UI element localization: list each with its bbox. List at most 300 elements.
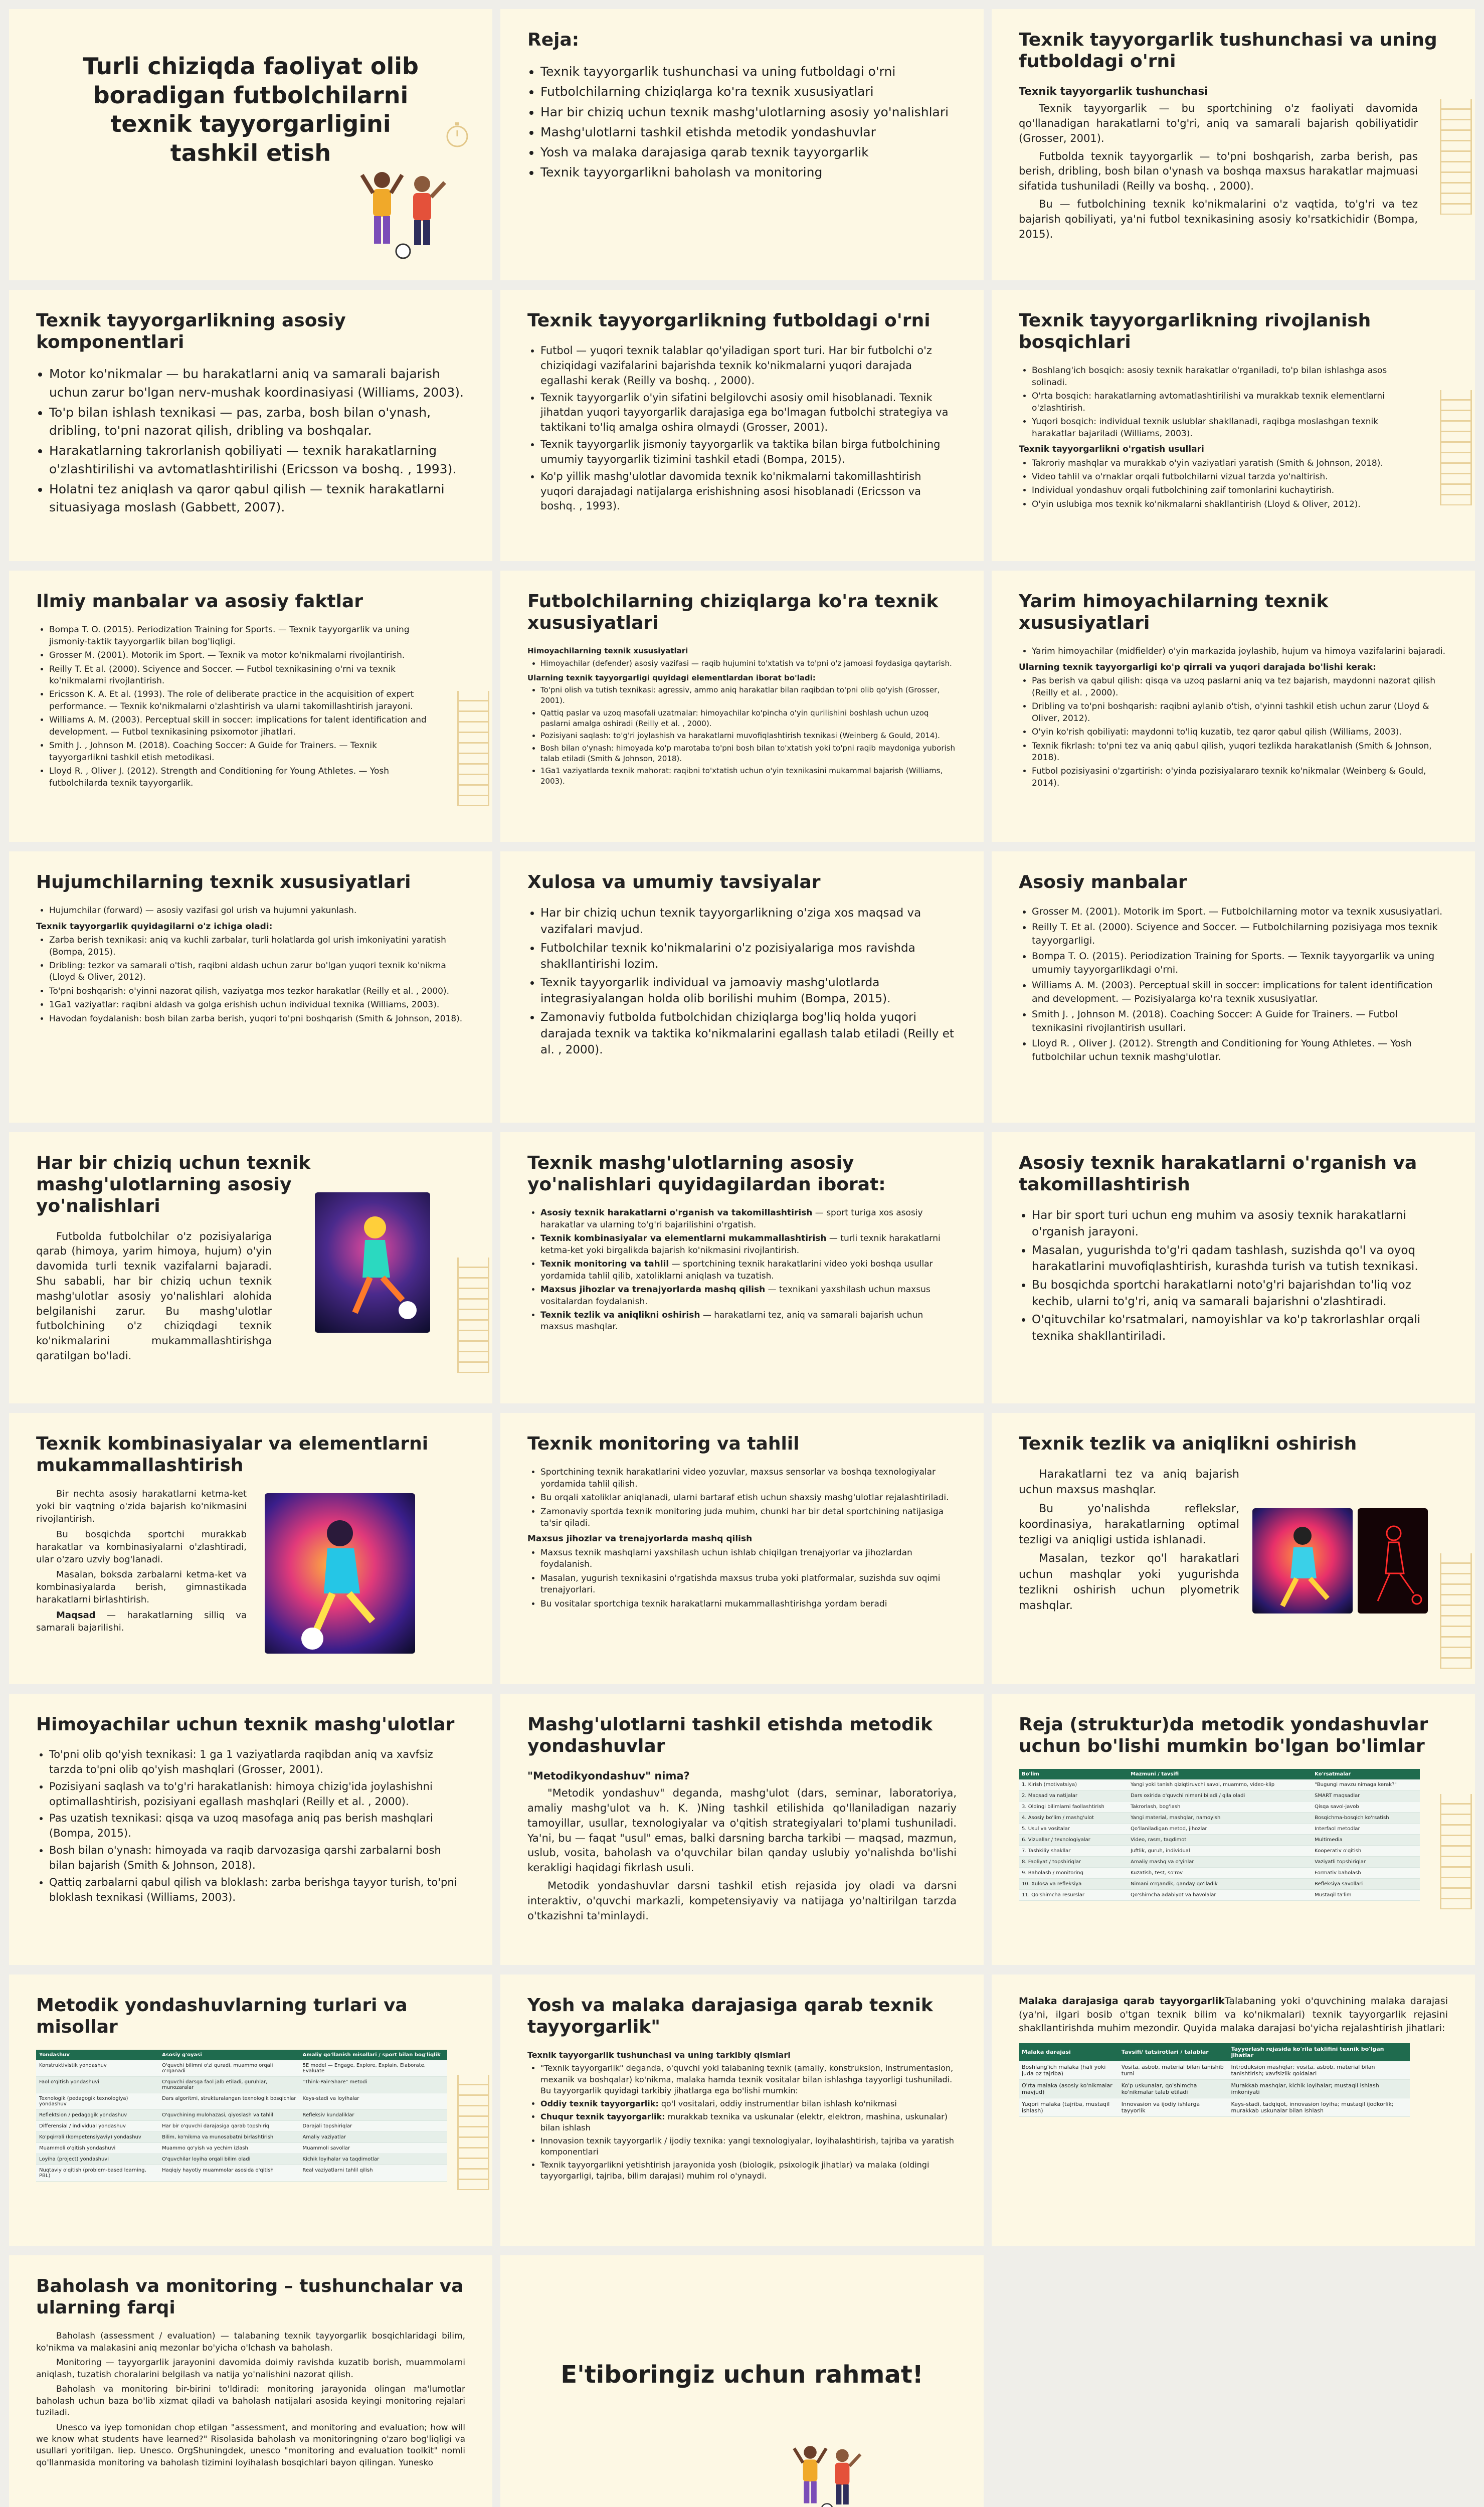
ladder-decoration [457,691,489,806]
slide-title: Reja (struktur)da metodik yondashuvlar uchun bo'lishi mumkin bo'lgan bo'limlar [1019,1714,1428,1757]
bullet-list [527,685,957,786]
list-item [540,1233,957,1257]
table-cell: 4. Asosiy bo'lim / mashg'ulot [1019,1813,1128,1824]
list-item: • To'pni boshqarish: o'yinni nazorat qilish, vaziyatga mos tezkor harakatlar (Reilly et al. , 2000). [49,986,465,997]
presentation-title: Turli chiziqda faoliyat olib boradigan futbolchilarni texnik tayyorgarligini tashkil etish [83,53,419,166]
soccer-player-image [1358,1508,1428,1614]
ladder-decoration [457,2075,489,2190]
list-item: • O'yin ko'rish qobiliyati: maydonni to'liq kuzatib, tez qaror qabul qilish (Williams, 2003). [1032,727,1448,738]
table-cell: Qisqa savol-javob [1312,1802,1420,1813]
list-item: • Ericsson K. A. Et al. (1993). The role of deliberate practice in the acquisition of expert performance. — Texnik ko'nikmalarni o'zlashtirish va ularni takomillashtirish jarayoni. [49,689,435,712]
table-cell: Boshlang'ich malaka (hali yoki juda oz tajriba) [1019,2061,1119,2080]
slide-23 [500,1975,984,2246]
slide-title: Reja: [527,30,580,50]
item-text: — harakatlarning silliq va samarali bajarilishi. [36,1609,247,1633]
slide-17 [500,1413,984,1684]
section-subtitle: Texnik tayyorgarlik tushunchasi [1019,85,1208,98]
table-cell: Video, rasm, taqdimot [1128,1835,1312,1846]
item-text: "Texnik tayyorgarlik" deganda, o'quvchi yoki talabaning texnik (amaliy, konstruksion, instrumentasion, mexanik va boshqalar) ko'nikma, malaka hamda texnik vositalar bilan ishlashga tayyorligi tushuniladi. Bu tayyorgarlik quyidagi tarkibiy jihatlarga ega bo'lishi mumkin: [540,2063,954,2095]
bold-term: Asosiy texnik harakatlarni o'rganish va takomillashtirish [540,1208,813,1218]
list-item: • Video tahlil va o'rnaklar orqali futbolchilarni vizual tarzda yo'naltirish. [1032,471,1418,483]
list-item: • Dribling: tezkor va samarali o'tish, raqibni aldash uchun zarur bo'lgan yuqori texnik ko'nikma (Lloyd & Oliver, 2012). [49,960,465,984]
slide-25 [9,2255,492,2507]
paragraph: Bu — futbolchining texnik ko'nikmalarini o'z vaqtida, to'g'ri va tez bajarish qobiliyati, ya'ni futbol texnikasining asosiy ko'rsatkichidir (Bompa, 2015). [1019,198,1418,240]
list-item [540,1284,957,1308]
list-item: • Bosh bilan o'ynash: himoyada va raqib darvozasiga qarshi zarbalarni bosh bilan bajarish (Smith & Johnson, 2018). [49,1843,465,1873]
bullet-list [527,658,957,669]
table-header: Amaliy qo'llanish misollari / sport bilan bog'liqlik [300,2050,447,2060]
list-item: • Har bir sport turi uchun eng muhim va asosiy texnik harakatlarni o'rganish jarayoni. [1032,1207,1448,1240]
table-cell: Formativ baholash [1312,1868,1420,1879]
bold-term: Texnik kombinasiyalar va elementlarni mukammallashtirish [540,1233,827,1244]
table-cell: Bosqichma-bosqich ko'rsatish [1312,1813,1420,1824]
list-item: • Ko'p yillik mashg'ulotlar davomida texnik ko'nikmalarni takomillashtirish yuqori darajadagi natijalarga erishishning asosi hisoblanadi (Ericsson va boshq. , 1993). [540,469,957,514]
list-item: • Texnik tayyorgarlik jismoniy tayyorgarlik va taktika bilan birga futbolchining umumiy tayyorgarlik tizimini tashkil etadi (Bompa, 2015). [540,437,957,467]
bullet-list [36,935,465,1025]
section-subtitle: "Metodikyondashuv" nima? [527,1770,690,1782]
table-row [36,2154,447,2165]
slide-27-empty [992,2255,1475,2507]
list-item: • Yarim himoyachilar (midfielder) o'yin markazida joylashib, hujum va himoya vazifalarini bajaradi. [1032,646,1448,657]
list-item: • Futbol — yuqori texnik talablar qo'yiladigan sport turi. Har bir futbolchi o'z chiziqidagi vazifalarini bajarishda texnik ko'nikmalarni yuqori darajada egallashi kerak (Reilly va boshq. , 2000). [540,343,957,388]
table-row [36,2077,447,2093]
table-cell: Dars algoritmi, strukturalangan texnologik bosqichlar [159,2093,299,2110]
ladder-decoration [1440,99,1472,215]
table-cell: O'quvchi darsga faol jalb etiladi, guruhlar, munozaralar [159,2077,299,2093]
list-item: • Reilly T. Et al. (2000). Sciyence and Soccer. — Futbol texnikasining o'rni va texnik ko'nikmalarni rivojlantirish. [49,664,435,687]
agenda-list [527,63,957,182]
slide-21 [992,1694,1475,1965]
table-cell: Kuzatish, test, so'rov [1128,1868,1312,1879]
list-item: • 1Ga1 vaziyatlar: raqibni aldash va golga erishish uchun individual texnika (Williams, 2003). [49,999,465,1011]
section-subtitle: Ularning texnik tayyorgarligi ko'p qirrali va yuqori darajada bo'lishi kerak: [1019,662,1376,672]
slide-15 [992,1132,1475,1403]
list-item: • Motor ko'nikmalar — bu harakatlarni aniq va samarali bajarish uchun zarur bo'lgan nerv-mushak koordinasiyasi (Williams, 2003). [49,365,465,402]
table-cell: 7. Tashkiliy shakllar [1019,1846,1128,1857]
item-text: — turli texnik harakatlarni ketma-ket yoki birgalikda bajarish ko'nikmasini rivojlantirish. [540,1233,941,1256]
slide-title: Texnik tayyorgarlik tushunchasi va uning futboldagi o'rni [1019,30,1437,72]
list-item: • Bompa T. O. (2015). Periodization Training for Sports. — Texnik tayyorgarlik va uning umumiy tayyorgarlikdagi o'rni. [1032,950,1448,977]
stopwatch-icon [442,119,472,149]
bullet-list [36,365,465,516]
slide-title: Texnik tezlik va aniqlikni oshirish [1019,1434,1357,1454]
table-cell: Konstruktivistik yondashuv [36,2060,159,2077]
slide-title: Har bir chiziq uchun texnik mashg'ulotlarning asosiy yo'nalishlari [36,1153,311,1217]
table-cell: Refleksiv kundaliklar [300,2110,447,2121]
list-item: • O'rta bosqich: harakatlarning avtomatlashtirilishi va murakkab texnik elementlarni o'zlashtirish. [1032,391,1418,414]
table-body [1019,1779,1420,1901]
table-cell: Interfaol metodlar [1312,1824,1420,1835]
slide-title: Asosiy manbalar [1019,872,1187,892]
table-cell: Muammo qo'yish va yechim izlash [159,2143,299,2154]
table-cell: Ko'p uskunalar, qo'shimcha ko'nikmalar talab etiladi [1119,2079,1228,2098]
table-cell: 5E model — Engage, Explore, Explain, Elaborate, Evaluate [300,2060,447,2077]
table-cell: Nimani o'rgandik, qanday qo'lladik [1128,1879,1312,1890]
bullet-list [1019,1207,1448,1344]
item-text: murakkab texnika va uskunalar (elektr, elektron, mashina, uskunalar) bilan ishlash [540,2111,948,2132]
slide-title: Futbolchilarning chiziqlarga ko'ra texnik xususiyatlari [527,591,939,634]
item-text: — harakatlarni tez, aniq va samarali bajarish uchun maxsus mashqlar. [540,1310,923,1332]
table-cell: Refleksiya savollari [1312,1879,1420,1890]
list-item [540,1310,957,1333]
paragraph: Futbolda texnik tayyorgarlik — to'pni boshqarish, zarba berish, pas berish, dribling, bosh bilan o'ynash va boshqa maxsus harakatlar majmuasi sifatida tushuniladi (Reilly va boshq. , 2000). [1019,150,1418,193]
table-cell: Amaliy vaziyatlar [300,2132,447,2143]
list-item: • Texnik tayyorgarlikni baholash va monitoring [540,163,957,182]
slide-11 [500,851,984,1123]
ladder-decoration [457,1258,489,1373]
table-cell: "Think-Pair-Share" metodi [300,2077,447,2093]
table-header: Bo'lim [1019,1769,1128,1779]
paragraph: Bu yo'nalishda reflekslar, koordinasiya, harakatlarning optimal tezligi va aniqligi ustida ishlanadi. [1019,1502,1239,1547]
table-cell: Reflektsion / pedagogik yondashuv [36,2110,159,2121]
list-item: • Individual yondashuv orqali futbolchining zaif tomonlarini kuchaytirish. [1032,485,1418,496]
list-item: • Qattiq paslar va uzoq masofali uzatmalar: himoyachilar ko'pincha o'yin qurilishini boshlash uchun uzoq paslarni amalga oshiradi (Reilly et al. , 2000). [540,708,957,729]
list-item: • To'p bilan ishlash texnikasi — pas, zarba, bosh bilan o'ynash, dribling, to'pni nazorat qilish, dribling va boshqalar. [49,404,465,440]
slide-title: Mashg'ulotlarni tashkil etishda metodik yondashuvlar [527,1714,933,1757]
table-cell: Haqiqiy hayotiy muammolar asosida o'qitish [159,2165,299,2182]
item-text: — texnikani yaxshilash uchun maxsus vositalardan foydalanish. [540,1285,931,1307]
item-text: — sport turiga xos asosiy harakatlar va ularning to'g'ri bajarilishini o'rgatish. [540,1208,923,1230]
slide-7 [9,571,492,842]
slide-5 [500,290,984,561]
table-row [1019,2079,1410,2098]
list-item: • Hujumchilar (forward) — asosiy vazifasi gol urish va hujumni yakunlash. [49,905,465,917]
slide-10 [9,851,492,1123]
list-item: • Pozisiyani saqlash: to'g'ri joylashish va harakatlarni muvofiqlashtirish texnikasi (Weinberg & Gould, 2014). [540,731,957,741]
list-item: • Takroriy mashqlar va murakkab o'yin vaziyatlari yaratish (Smith & Johnson, 2018). [1032,458,1418,469]
reference-list [36,624,435,789]
list-item [540,2135,957,2158]
table-cell: O'quvchi bilimni o'zi quradi, muammo orqali o'rganadi [159,2060,299,2077]
item-text: — sportchining texnik harakatlarini video yoki boshqa usullar yordamida tahlil qilib, xatoliklarni aniqlash va tuzatish. [540,1259,933,1281]
table-cell: Nuqtaviy o'qitish (problem-based learning, PBL) [36,2165,159,2182]
table-cell: 1. Kirish (motivatsiya) [1019,1779,1128,1790]
list-item: • Dribling va to'pni boshqarish: raqibni aylanib o'tish, o'yinni tashkil etish uchun zarur (Lloyd & Oliver, 2012). [1032,701,1448,725]
bullet-list [527,1467,957,1529]
slide-title: Yarim himoyachilarning texnik xususiyatlari [1019,591,1329,634]
ladder-decoration [1440,390,1472,505]
list-item: • Masalan, yugurish texnikasini o'rgatishda maxsus truba yoki platformalar, suzishda suv oqimi trenajyorlari. [540,1573,957,1596]
table-header: Ko'rsatmalar [1312,1769,1420,1779]
table-cell: Yuqori malaka (tajriba, mustaqil ishlash) [1019,2098,1119,2116]
list-item: • Texnik tayyorgarlik tushunchasi va uning futboldagi o'rni [540,63,957,81]
paragraph: Futbolda futbolchilar o'z pozisiyalariga qarab (himoya, yarim himoya, hujum) o'yin davomida turli texnik vazifalarni bajaradi. Shu sababli, har bir chiziq uchun texnik mashg'ulotlar asosiy yo'nalishlari alohida belgilanishi zarur. Bu mashg'ulotlar futbolchining o'z chiziqdagi texnik ko'nikmalarini mukammallashtirishga qaratilgan bo'ladi. [36,1230,272,1362]
table-cell: 6. Vizuallar / texnologiyalar [1019,1835,1128,1846]
reference-list [1019,905,1448,1064]
list-item: • Yosh va malaka darajasiga qarab texnik tayyorgarlik [540,143,957,161]
list-item: • Futbolchilarning chiziqlarga ko'ra texnik xususiyatlari [540,83,957,101]
skill-level-table [1019,2043,1410,2117]
slide-3 [992,9,1475,280]
paragraph: Masalan, boksda zarbalarni ketma-ket va kombinasiyalarda berish, gimnastikada harakatlarni birlashtirish. [36,1569,247,1605]
list-item: • Yuqori bosqich: individual texnik uslublar shakllanadi, raqibga moslashgan texnik harakatlar bajariladi (Williams, 2003). [1032,416,1418,440]
list-item: • Pas uzatish texnikasi: qisqa va uzoq masofaga aniq pas berish mashqlari (Bompa, 2015). [49,1811,465,1841]
bullet-list [36,1747,465,1905]
bold-term: Maqsad [56,1609,96,1621]
list-item: • Pas berish va qabul qilish: qisqa va uzoq paslarni aniq va tez bajarish, maydonni nazorat qilish (Reilly et al. , 2000). [1032,675,1448,699]
table-cell: Ko'pqirrali (kompetensiyaviy) yondashuv [36,2132,159,2143]
bullet-list [1019,365,1418,440]
section-subtitle: Ularning texnik tayyorgarligi quyidagi elementlardan iborat bo'ladi: [527,673,816,682]
paragraph: Masalan, tezkor qo'l harakatlari uchun mashqlar yoki yugurishda tezlikni oshirish uchun plyometrik mashqlar. [1019,1552,1239,1613]
list-item: • Smith J. , Johnson M. (2018). Coaching Soccer: A Guide for Trainers. — Texnik tayyorgarlikni tashkil etish metodikasi. [49,740,435,764]
table-header: Asosiy g'oyasi [159,2050,299,2060]
table-cell: Bilim, ko'nikma va munosabatni birlashtirish [159,2132,299,2143]
table-row [1019,1857,1420,1868]
paragraph: Monitoring — tayyorgarlik jarayonini davomida doimiy ravishda kuzatib borish, muammolarni aniqlash, tuzatish choralarini belgilash va natija yo'nalishini nazorat qilish. [36,2358,465,2380]
list-item: • Texnik tayyorgarlik o'yin sifatini belgilovchi asosiy omil hisoblanadi. Texnik jihatdan yuqori tayyorgarlik darajasiga ega bo'lmagan futbolchi strategiya va taktikani to'liq amalga oshira olmaydi (Grosser, 2001). [540,391,957,435]
section-subtitle: Texnik tayyorgarlikni o'rgatish usullari [1019,444,1204,455]
table-cell: 9. Baholash / monitoring [1019,1868,1128,1879]
slide-title: Texnik tayyorgarlikning rivojlanish bosqichlari [1019,310,1371,353]
table-cell: 5. Usul va vositalar [1019,1824,1128,1835]
section-subtitle: Texnik tayyorgarlik tushunchasi va uning tarkibiy qismlari [527,2050,791,2060]
table-body [36,2060,447,2182]
section-subtitle: Maxsus jihozlar va trenajyorlarda mashq qilish [527,1534,753,1544]
table-header: Mazmuni / tavsifi [1128,1769,1312,1779]
list-item: • Zamonaviy futbolda futbolchidan chiziqlarga bog'liq holda yuqori darajada texnik va taktika ko'nikmalarini egallash talab etiladi (Reilly et al. , 2000). [540,1009,957,1058]
slide-title: Texnik mashg'ulotlarning asosiy yo'nalishlari quyidagilardan iborat: [527,1153,886,1195]
table-row [36,2121,447,2132]
table-cell: 2. Maqsad va natijalar [1019,1790,1128,1802]
list-item: • To'pni olish va tutish texnikasi: agressiv, ammo aniq harakatlar bilan raqibdan to'pni olib qo'yish (Grosser, 2001). [540,685,957,705]
slide-title: Texnik monitoring va tahlil [527,1434,800,1454]
slide-title: Ilmiy manbalar va asosiy faktlar [36,591,363,612]
soccer-player-image [315,1192,430,1333]
list-item [540,2098,957,2109]
bullet-list [1019,458,1418,511]
table-body [1019,2061,1410,2117]
table-cell: Har bir o'quvchi darajasiga qarab topshiriq [159,2121,299,2132]
paragraph [36,1609,247,1635]
table-row [1019,2098,1410,2116]
list-item: • Bu vositalar sportchiga texnik harakatlarni mukammallashtirishga yordam beradi [540,1598,957,1610]
table-row [36,2132,447,2143]
list-item: • Qattiq zarbalarni qabul qilish va bloklash: zarba berishga tayyor turish, to'pni bloklash texnikasi (Williams, 2003). [49,1875,465,1905]
table-row [36,2093,447,2110]
table-cell: Differensial / individual yondashuv [36,2121,159,2132]
slide-title: Texnik tayyorgarlikning futboldagi o'rni [527,310,931,331]
list-item [540,2063,957,2096]
table-cell: Murakkab mashqlar, kichik loyihalar; mustaqil ishlash imkoniyati [1228,2079,1410,2098]
list-item: • Williams A. M. (2003). Perceptual skill in soccer: implications for talent identification and development. — Pozisiyalarga ko'ra texnik xususiyatlar. [1032,979,1448,1006]
table-row [1019,1879,1420,1890]
slide-19 [9,1694,492,1965]
paragraph: Unesco va iyep tomonidan chop etilgan "assessment, and monitoring and evaluation; how will we know what students have learned?" Risolasida baholash va monitoringning o'zaro bog'liqligi va usullari yoritilgan. Iiep. Unesco. OrgShuningdek, unesco "monitoring and evaluation toolkit" nomli qo'llanmasida monitoring va baholash tizimini loyihalash bosqichlari bayon qilingan. Yunesko [36,2422,465,2468]
table-cell: Introduksion mashqlar; vosita, asbob, material bilan tanishtirish; xavfsizlik qoidalari [1228,2061,1410,2080]
list-item: • Harakatlarning takrorlanish qobiliyati — texnik harakatlarning o'zlashtirilishi va avtomatlashtirilishi (Ericsson va boshq. , 1993). [49,442,465,478]
paragraph: Bir nechta asosiy harakatlarni ketma-ket yoki bir vaqtning o'zida bajarish ko'nikmasini rivojlantirish. [36,1489,247,1525]
table-cell: Kooperativ o'qitish [1312,1846,1420,1857]
table-cell: Dars oxirida o'quvchi nimani biladi / qila oladi [1128,1790,1312,1802]
slide-4 [9,290,492,561]
table-cell: O'rta malaka (asosiy ko'nikmalar mavjud) [1019,2079,1119,2098]
paragraph: Bu bosqichda sportchi murakkab harakatlar va kombinasiyalarni o'zlashtiradi, ular o'zaro uzviy bog'lanadi. [36,1529,247,1565]
list-item: • Texnik fikrlash: to'pni tez va aniq qabul qilish, yuqori tezlikda harakatlanish (Smith & Johnson, 2018). [1032,741,1448,764]
slide-title: Baholash va monitoring – tushunchalar va ularning farqi [36,2276,464,2318]
slide-title: Texnik tayyorgarlikning asosiy komponentlari [36,310,346,353]
bullet-list [527,905,957,1058]
list-item: • O'qituvchilar ko'rsatmalari, namoyishlar va ko'p takrorlashlar orqali texnika shakllantiriladi. [1032,1312,1448,1344]
table-cell: Vosita, asbob, material bilan tanishib turni [1119,2061,1228,2080]
slide-6 [992,290,1475,561]
bold-term: Oddiy texnik tayyorgarlik: [540,2098,659,2108]
bullet-list [527,343,957,514]
slide-title: Yosh va malaka darajasiga qarab texnik tayyorgarlik" [527,1995,933,2038]
slide-title: Hujumchilarning texnik xususiyatlari [36,872,411,892]
table-row [1019,1802,1420,1813]
item-text: qo'l vositalari, oddiy instrumentlar bilan ishlash ko'nikmasi [658,2098,897,2108]
item-text: Innovasion texnik tayyorgarlik / ijodiy texnika: yangi texnologiyalar, loyihalashtirish, tajriba va yaratish komponentlari [540,2135,954,2157]
table-cell: Juftlik, guruh, individual [1128,1846,1312,1857]
table-cell: SMART maqsadlar [1312,1790,1420,1802]
table-header: Malaka darajasi [1019,2043,1119,2061]
table-cell: Muammoli o'qitish yondashuvi [36,2143,159,2154]
table-row [1019,2061,1410,2080]
table-header: Yondashuv [36,2050,159,2060]
slide-18 [992,1413,1475,1684]
table-cell: Qo'llaniladigan metod, jihozlar [1128,1824,1312,1835]
table-cell: Kichik loyihalar va taqdimotlar [300,2154,447,2165]
table-row [1019,1868,1420,1879]
bold-term: Maxsus jihozlar va trenajyorlarda mashq qilish [540,1285,766,1295]
table-row [1019,1779,1420,1790]
table-row [36,2060,447,2077]
table-row [36,2110,447,2121]
list-item: • Williams A. M. (2003). Perceptual skill in soccer: implications for talent identification and development. — Futbol texnikasining psixomotor jihatlari. [49,714,435,738]
ladder-decoration [1440,1553,1472,1669]
paragraph: Metodik yondashuvlar darsni tashkil etish rejasida joy oladi va darsni interaktiv, o'quvchi markazli, kompetensiyaviy va natijaga yo'naltirilgan tarzda o'tkazishni ta'minlaydi. [527,1880,957,1922]
bold-term: Chuqur texnik tayyorgarlik: [540,2111,665,2121]
slide-8 [500,571,984,842]
list-item: • To'pni olib qo'yish texnikasi: 1 ga 1 vaziyatlarda raqibdan aniq va xavfsiz tarzda to'pni olib qo'yish mashqlari (Grosser, 2001). [49,1747,465,1777]
paragraph: "Metodik yondashuv" deganda, mashg'ulot (dars, seminar, laboratoriya, amaliy mashg'ulot va h. K. )Ning tashkil etilishida qo'llaniladigan nazariy tamoyillar, usullar, texnologiyalar va o'qitish strategiyalari to'plami tushuniladi. Ya'ni, bu — faqat "usul" emas, balki darsning barcha tarkibi — maqsad, mazmun, uslub, vosita, baholash va o'quvchilar bilan qanday uslubiy yo'nalishda bo'lishi kerakligi haqidagi fikrlash usuli. [527,1787,957,1874]
table-cell: O'quvchining mulohazasi, qiyoslash va tahlil [159,2110,299,2121]
slide-title: Asosiy texnik harakatlarni o'rganish va takomillashtirish [1019,1153,1417,1195]
item-text: Texnik tayyorgarlikni yetishtirish jarayonida yosh (biologik, psixologik jihatlar) va malaka (oldingi tayyorgarligi, tajriba, bilim darajasi) muhim rol o'ynaydi. [540,2160,930,2181]
list-item: • Futbolchilar texnik ko'nikmalarini o'z pozisiyalariga mos ravishda shakllantirishi lozim. [540,940,957,973]
table-cell: Muammoli savollar [300,2143,447,2154]
soccer-player-image [1252,1508,1353,1614]
list-item: • Bompa T. O. (2015). Periodization Training for Sports. — Texnik tayyorgarlik va uning jismoniy-taktik tayyorgarlik bilan bog'liqligi. [49,624,435,648]
slide-2 [500,9,984,280]
slide-title: Xulosa va umumiy tavsiyalar [527,872,821,892]
list-item: • Mashg'ulotlarni tashkil etishda metodik yondashuvlar [540,123,957,141]
table-cell: Mustaqil ta'lim [1312,1890,1420,1901]
table-cell: Yangi yoki tanish qiziqtiruvchi savol, muammo, video-klip [1128,1779,1312,1790]
table-cell: Loyiha (project) yondashuvi [36,2154,159,2165]
table-cell: O'quvchilar loyiha orqali bilim oladi [159,2154,299,2165]
table-cell: 8. Faoliyat / topshiriqlar [1019,1857,1128,1868]
table-cell: 10. Xulosa va refleksiya [1019,1879,1128,1890]
table-cell: Keys-stadi va loyihalar [300,2093,447,2110]
list-item: • Grosser M. (2001). Motorik im Sport. — Futbolchilarning motor va texnik xususiyatlari. [1032,905,1448,919]
table-cell: Faol o'qitish yondashuvi [36,2077,159,2093]
slide-16 [9,1413,492,1684]
table-row [1019,1846,1420,1857]
list-item [540,2111,957,2133]
list-item: • Bu orqali xatoliklar aniqlanadi, ularni bartaraf etish uchun shaxsiy mashg'ulotlar rejalashtiriladi. [540,1492,957,1504]
slide-12 [992,851,1475,1123]
slide-13 [9,1132,492,1403]
table-header: Tavsifi/ tatsirotlari / talablar [1119,2043,1228,2061]
list-item: • Zarba berish texnikasi: aniq va kuchli zarbalar, turli holatlarda gol urish imkoniyatini yaratish (Bompa, 2015). [49,935,465,958]
table-cell: Innovasion va ijodiy ishlarga tayyorlik [1119,2098,1228,2116]
thank-you-title: E'tiboringiz uchun rahmat! [561,2361,923,2389]
list-item [540,2160,957,2182]
list-item: • Har bir chiziq uchun texnik tayyorgarlikning o'ziga xos maqsad va vazifalari mavjud. [540,905,957,938]
list-item: • Zamonaviy sportda texnik monitoring juda muhim, chunki har bir detal sportchining natijasiga ta'sir qiladi. [540,1506,957,1530]
table-cell: Yangi material, mashqlar, namoyish [1128,1813,1312,1824]
list-item: • Masalan, yugurishda to'g'ri qadam tashlash, suzishda qo'l va oyoq harakatlarini muvofiqlashtirish, kurashda turish va tutish texnikasi. [1032,1242,1448,1275]
list-item: • O'yin uslubiga mos texnik ko'nikmalarni shakllantirish (Lloyd & Oliver, 2012). [1032,499,1418,510]
bold-term: Texnik monitoring va tahlil [540,1259,669,1270]
paragraph [1019,1995,1448,2035]
list-item: • 1Ga1 vaziyatlarda texnik mahorat: raqibni to'xtatish uchun o'yin texnikasini mukammal bajarish (Williams, 2003). [540,766,957,786]
table-row [1019,1813,1420,1824]
table-cell: Takrorlash, bog'lash [1128,1802,1312,1813]
section-subtitle: Texnik tayyorgarlik quyidagilarni o'z ichiga oladi: [36,921,273,932]
list-item: • Sportchining texnik harakatlarini video yozuvlar, maxsus sensorlar va boshqa texnologiyalar yordamida tahlil qilish. [540,1467,957,1490]
table-header: Tayyorlash rejasida ko'rila taklifini texnik bo'lgan jihatlar [1228,2043,1410,2061]
section-subtitle: Himoyachilarning texnik xususiyatlari [527,646,688,656]
table-cell: Multimedia [1312,1835,1420,1846]
table-row [36,2165,447,2182]
table-row [1019,1790,1420,1802]
list-item: • Texnik tayyorgarlik individual va jamoaviy mashg'ulotlarda integrasiyalangan holda olib borilishi muhim (Bompa, 2015). [540,975,957,1007]
list-item: • Maxsus texnik mashqlarni yaxshilash uchun ishlab chiqilgan trenajyorlar va jihozlardan foydalanish. [540,1547,957,1571]
paragraph: Harakatlarni tez va aniq bajarish uchun maxsus mashqlar. [1019,1468,1239,1497]
soccer-player-image [265,1493,415,1654]
list-item: • Lloyd R. , Oliver J. (2012). Strength and Conditioning for Young Athletes. — Yosh futbolchilar uchun texnik mashg'ulotlar. [1032,1037,1448,1064]
players-illustration [781,2436,871,2507]
table-cell: Amaliy mashq va o'yinlar [1128,1857,1312,1868]
slide-20 [500,1694,984,1965]
slide-26 [500,2255,984,2507]
players-illustration [347,160,457,260]
list-item: • Holatni tez aniqlash va qaror qabul qilish — texnik harakatlarni situasiyaga moslash (Gabbett, 2007). [49,480,465,517]
list-item [540,1207,957,1231]
bullet-list [527,1547,957,1610]
table-cell: Keys-stadi, tadqiqot, innovasion loyiha; mustaqil ijodkorlik; murakkab uskunalar bilan ishlash [1228,2098,1410,2116]
table-cell: "Bugungi mavzu nimaga kerak?" [1312,1779,1420,1790]
list-item: • Bosh bilan o'ynash: himoyada ko'p marotaba to'pni bosh bilan to'xtatish yoki to'pni raqib maydoniga yuborish talab etiladi (Smith & Johnson, 2018). [540,743,957,764]
methods-structure-table [1019,1769,1420,1901]
item-text: Talabaning yoki o'quvchining malaka darajasi (ya'ni, ilgari bosib o'tgan texnik bilim va ko'nikmalari) texnik tayyorgarlik rejasini shakllantirishda muhim mezondir. Quyida malaka darajasi bo'yicha rejalashtirish jihatlari: [1019,1996,1448,2034]
list-item: • Himoyachilar (defender) asosiy vazifasi — raqib hujumini to'xtatish va to'pni o'z jamoasi foydasiga qaytarish. [540,658,957,669]
bold-term: Malaka darajasiga qarab tayyorgarlik [1019,1996,1225,2007]
list-item: • Pozisiyani saqlash va to'g'ri harakatlanish: himoya chizig'ida joylashishni optimallashtirish, pozisiyani egallash mashqlari (Reilly et al. , 2000). [49,1779,465,1810]
method-types-table [36,2050,447,2182]
table-row [1019,1824,1420,1835]
table-row [1019,1890,1420,1901]
list-item: • Boshlang'ich bosqich: asosiy texnik harakatlar o'rganiladi, to'p bilan ishlashga asos solinadi. [1032,365,1418,389]
list-item: • Grosser M. (2001). Motorik im Sport. — Texnik va motor ko'nikmalarni rivojlantirish. [49,650,435,661]
list-item: • Futbol pozisiyasini o'zgartirish: o'yinda pozisiyalararo texnik ko'nikmalar (Weinberg & Gould, 2014). [1032,766,1448,789]
list-item: • Reilly T. Et al. (2000). Sciyence and Soccer. — Futbolchilarning pozisiyaga mos texnik tayyorgarligi. [1032,921,1448,948]
slide-24 [992,1975,1475,2246]
slide-9 [992,571,1475,842]
table-row [36,2143,447,2154]
ladder-decoration [1440,1794,1472,1909]
slide-14 [500,1132,984,1403]
slide-22 [9,1975,492,2246]
slide-title: Himoyachilar uchun texnik mashg'ulotlar [36,1714,455,1735]
list-item: • Havodan foydalanish: bosh bilan zarba berish, yuqori to'pni boshqarish (Smith & Johnson, 2018). [49,1013,465,1025]
list-item: • Smith J. , Johnson M. (2018). Coaching Soccer: A Guide for Trainers. — Futbol texnikasini rivojlantirish usullari. [1032,1008,1448,1035]
paragraph: Texnik tayyorgarlik — bu sportchining o'z faoliyati davomida qo'llanadigan harakatlarni to'g'ri, aniq va samarali bajarish qobiliyatidir (Grosser, 2001). [1019,102,1418,144]
slide-title: Metodik yondashuvlarning turlari va misollar [36,1995,408,2038]
